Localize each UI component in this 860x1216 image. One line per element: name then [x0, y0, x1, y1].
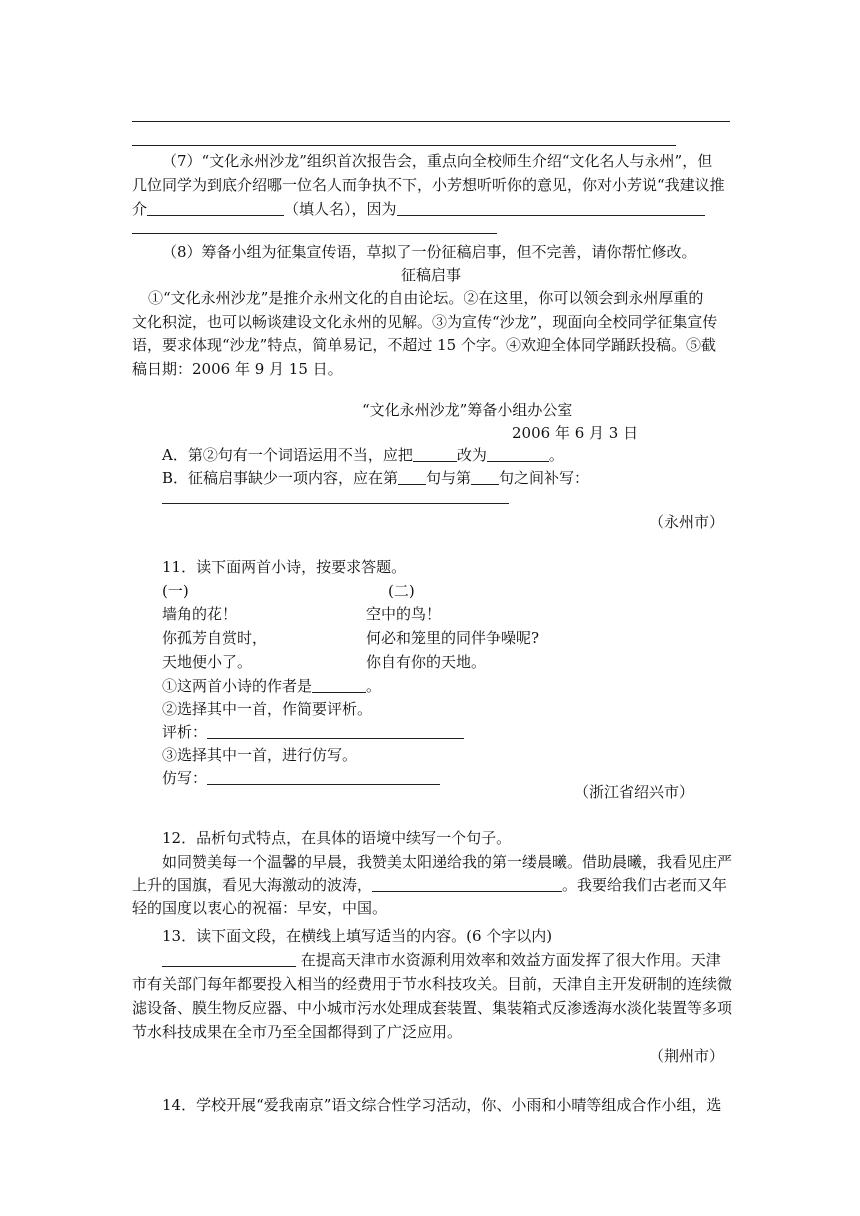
notice-signature: “文化永州沙龙”筹备小组办公室 [362, 401, 573, 419]
q13-line: 在提高天津市水资源利用效率和效益方面发挥了很大作用。天津 [162, 950, 721, 970]
poem-line: 空中的鸟！ [366, 605, 442, 623]
notice-body-line: 文化积淀，也可以畅谈建设文化永州的见解。③为宣传“沙龙”，现面向全校同学征集宣传 [132, 313, 718, 331]
blank-author[interactable] [312, 677, 366, 693]
q14-line: 14．学校开展“爱我南京”语文综合性学习活动，你、小雨和小晴等组成合作小组，选 [162, 1096, 722, 1114]
q11-sub1: ①这两首小诗的作者是 。 [162, 677, 382, 695]
blank-continuation[interactable] [372, 876, 562, 892]
blank-reason[interactable] [397, 200, 705, 216]
blank-sentence-num[interactable] [398, 469, 426, 485]
q7-line: （7）“文化永州沙龙”组织首次报告会，重点向全校师生介绍“文化名人与永州”，但 [162, 152, 713, 170]
q13-line: 市有关部门每年都要投入相当的经费用于节水科技攻关。目前，天津自主开发研制的连续微 [132, 975, 733, 993]
source-label: （永州市） [648, 513, 724, 531]
answer-line [132, 121, 730, 122]
answer-line [162, 503, 509, 504]
q8-question-a: A．第②句有一个词语运用不当，应把 改为 。 [162, 446, 564, 464]
q12-title: 12．品析句式特点，在具体的语境中续写一个句子。 [162, 829, 512, 847]
poem-line: 何必和笼里的同伴争噪呢? [366, 629, 540, 647]
poem-label: (二) [388, 582, 415, 600]
blank-correction[interactable] [487, 446, 549, 462]
q11-comment: 评析： [162, 722, 464, 742]
q7-line: 介 （填人名），因为 [132, 199, 705, 219]
q12-line: 如同赞美每一个温馨的早晨，我赞美太阳递给我的第一缕晨曦。借助晨曦，我看见庄严 [162, 853, 733, 871]
notice-body-line: ①“文化永州沙龙”是推介永州文化的自由论坛。②在这里，你可以领会到永州厚重的 [148, 289, 704, 307]
blank-word[interactable] [413, 446, 457, 462]
poem-label: (一) [162, 582, 189, 600]
q8-question-b: B．征稿启事缺少一项内容，应在第 句与第 句之间补写： [162, 469, 590, 487]
blank-fill[interactable] [162, 951, 296, 967]
q11-sub2: ②选择其中一首，作简要评析。 [162, 700, 373, 718]
q11-sub3: ③选择其中一首，进行仿写。 [162, 746, 358, 764]
answer-line [132, 145, 676, 146]
notice-body-line: 语，要求体现“沙龙”特点，简单易记，不超过 15 个字。④欢迎全体同学踊跃投稿。⑤截 [132, 336, 716, 354]
source-label: （浙江省绍兴市） [573, 783, 694, 801]
notice-title: 征稿启事 [400, 266, 461, 284]
blank-comment[interactable] [207, 723, 464, 739]
q12-line: 上升的国旗，看见大海激动的波涛， 。我要给我们古老而又年 [132, 876, 728, 894]
q13-title: 13．读下面文段，在横线上填写适当的内容。(6 个字以内) [162, 927, 553, 945]
notice-body-line: 稿日期：2006 年 9 月 15 日。 [132, 360, 343, 378]
blank-imitate[interactable] [207, 769, 440, 785]
q11-imitate: 仿写： [162, 768, 440, 788]
q7-line: 几位同学为到底介绍哪一位名人而争执不下，小芳想听听你的意见，你对小芳说“我建议推 [132, 176, 725, 194]
q11-title: 11．读下面两首小诗，按要求答题。 [162, 558, 407, 576]
poem-line: 你自有你的天地。 [366, 653, 487, 671]
q13-line: 滤设备、膜生物反应器、中小城市污水处理成套装置、集装箱式反渗透海水淡化装置等多项 [132, 999, 733, 1017]
poem-line: 天地便小了。 [162, 653, 253, 671]
blank-sentence-num[interactable] [471, 469, 499, 485]
notice-date: 2006 年 6 月 3 日 [512, 424, 639, 442]
blank-name[interactable] [147, 200, 284, 216]
source-label: （荆州市） [648, 1047, 724, 1065]
poem-line: 你孤芳自赏时， [162, 629, 268, 647]
q13-line: 节水科技成果在全市乃至全国都得到了广泛应用。 [132, 1023, 463, 1041]
answer-line [132, 233, 497, 234]
q12-line: 轻的国度以衷心的祝福：早安，中国。 [132, 899, 388, 917]
poem-line: 墙角的花！ [162, 605, 238, 623]
q8-intro: （8）筹备小组为征集宣传语，草拟了一份征稿启事，但不完善，请你帮忙修改。 [162, 243, 697, 261]
